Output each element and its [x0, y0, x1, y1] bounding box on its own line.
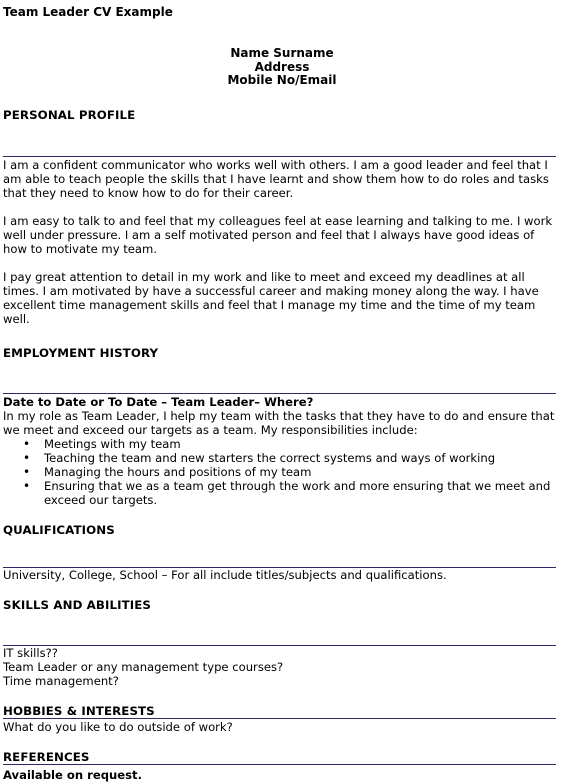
document-title: Team Leader CV Example: [3, 5, 173, 19]
section-divider: [3, 764, 556, 765]
profile-paragraph: I am a confident communicator who works well with others. I am a good leader and feel that I am able to teach people the skills that I have learnt and show them how to do roles and tasks that they need to know how to do for their career.: [3, 158, 549, 200]
list-item: Time management?: [3, 674, 119, 688]
qualifications-text: University, College, School – For all include titles/subjects and qualifications.: [3, 568, 447, 582]
profile-paragraph: I am easy to talk to and feel that my colleagues feel at ease learning and talking to me. I work well under pressure. I am a self motivated person and feel that I always have good ideas of how to motivate my team.: [3, 214, 553, 256]
list-item: IT skills??: [3, 646, 58, 660]
candidate-contact: Mobile No/Email: [227, 73, 337, 87]
personal-profile-heading: PERSONAL PROFILE: [3, 108, 136, 122]
personal-profile-body: [3, 158, 556, 326]
hobbies-heading: HOBBIES & INTERESTS: [3, 704, 155, 718]
responsibilities-list: [3, 437, 556, 507]
job-title: Date to Date or To Date – Team Leader– Where?: [3, 395, 314, 409]
candidate-name: Name Surname: [230, 46, 334, 60]
references-text: Available on request.: [3, 768, 142, 782]
list-item: • Ensuring that we as a team get through the work and more ensuring that we meet and exceed our targets.: [3, 479, 556, 507]
employment-history-heading: EMPLOYMENT HISTORY: [3, 346, 159, 360]
section-divider: [3, 393, 556, 394]
list-item: • Managing the hours and positions of my team: [3, 465, 556, 479]
hobbies-text: What do you like to do outside of work?: [3, 720, 233, 734]
skills-list: [3, 646, 556, 688]
list-item: Team Leader or any management type courses?: [3, 660, 284, 674]
list-item: • Teaching the team and new starters the correct systems and ways of working: [3, 451, 556, 465]
profile-paragraph: I pay great attention to detail in my work and like to meet and exceed my deadlines at all times. I am motivated by have a successful career and making money along the way. I have excellent time management skills and feel that I manage my time and the time of my team well.: [3, 270, 539, 326]
candidate-address: Address: [254, 60, 310, 74]
job-description: In my role as Team Leader, I help my team with the tasks that they have to do and ensure that we meet and exceed our targets as a team. My responsibilities include:: [3, 409, 555, 437]
section-divider: [3, 156, 556, 157]
qualifications-heading: QUALIFICATIONS: [3, 523, 115, 537]
references-heading: REFERENCES: [3, 750, 90, 764]
section-divider: [3, 718, 556, 719]
list-item: • Meetings with my team: [3, 437, 556, 451]
skills-heading: SKILLS AND ABILITIES: [3, 598, 151, 612]
